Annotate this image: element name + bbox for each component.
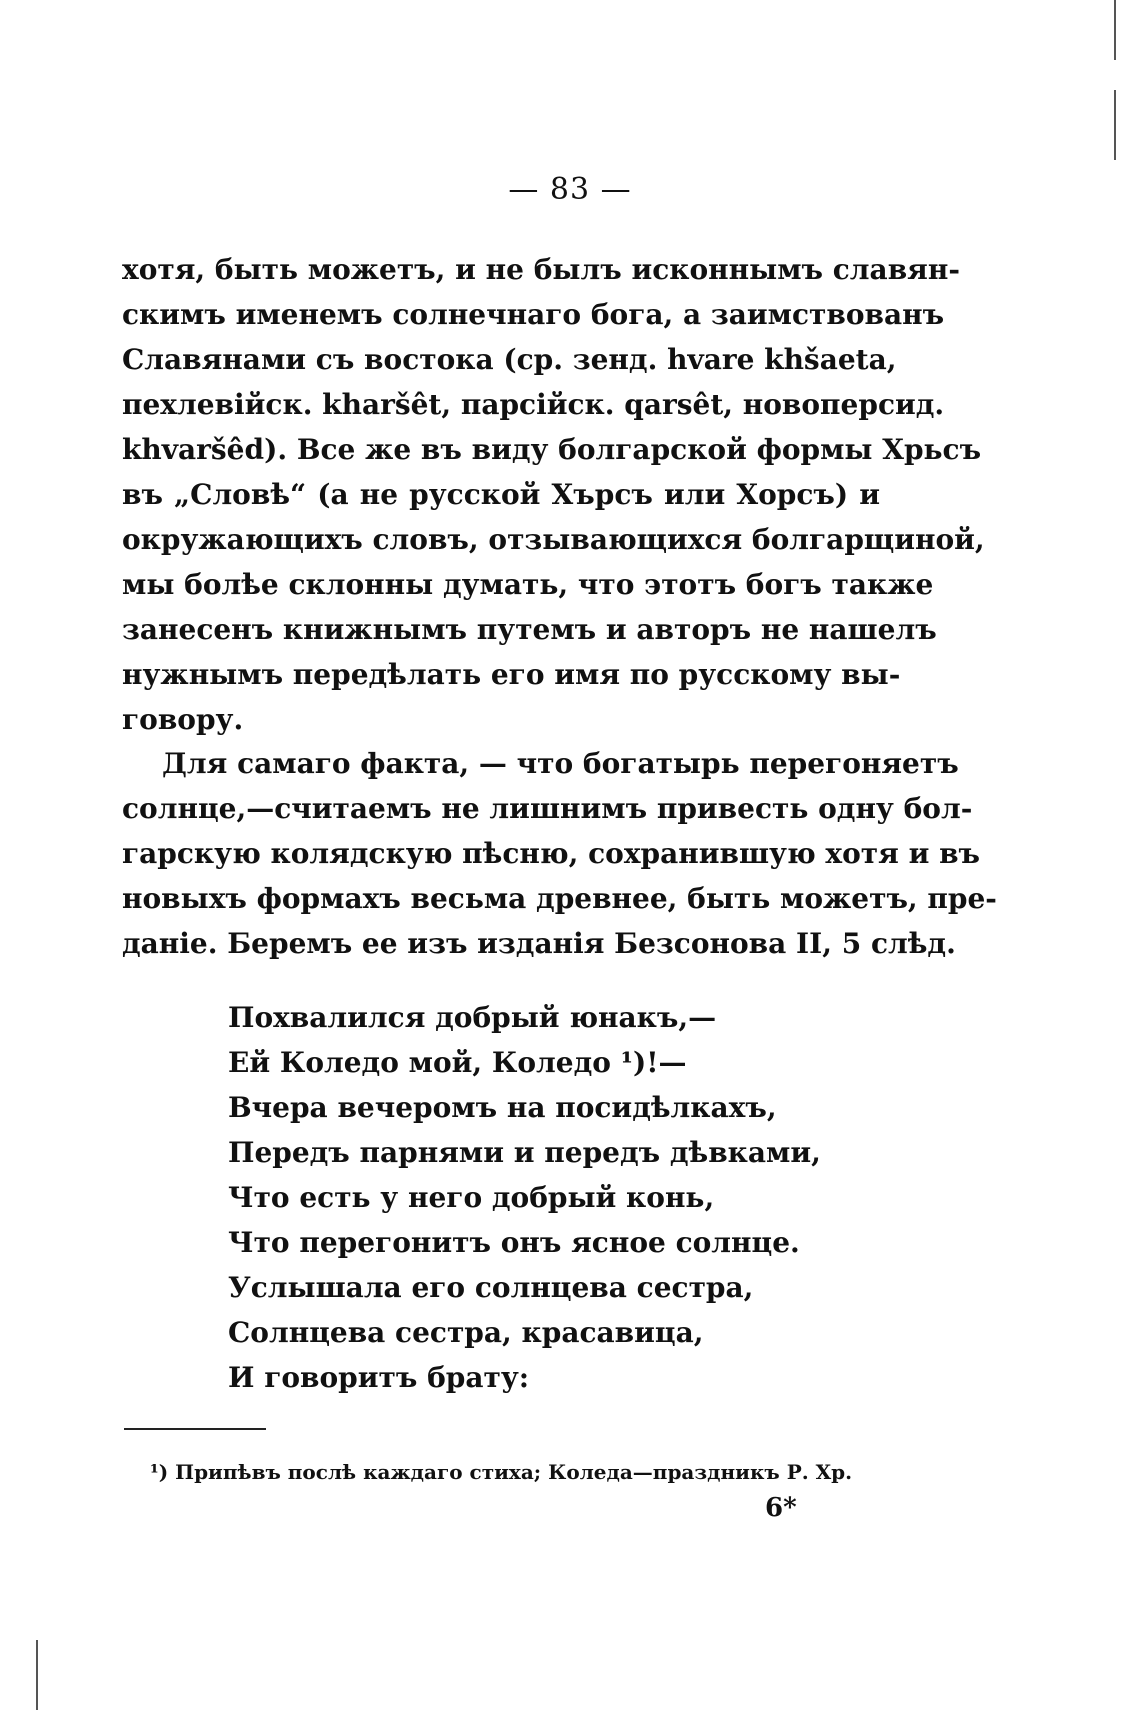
text-line: новыхъ формахъ весьма древнее, быть можетъ, пре-: [122, 882, 997, 915]
scan-margin-mark: [1114, 90, 1116, 160]
signature-mark: 6*: [765, 1493, 797, 1523]
verse-line: Вчера вечеромъ на посидѣлкахъ,: [228, 1091, 777, 1124]
verse-line: Солнцева сестра, красавица,: [228, 1316, 704, 1349]
verse-line: Ей Коледо мой, Коледо ¹)!—: [228, 1046, 687, 1079]
verse-line: Похвалился добрый юнакъ,—: [228, 1001, 717, 1034]
text-line: хотя, быть можетъ, и не былъ исконнымъ славян-: [122, 253, 960, 286]
text-line: нужнымъ передѣлать его имя по русскому вы-: [122, 658, 901, 691]
text-line: мы болѣе склонны думать, что этотъ богъ также: [122, 568, 934, 601]
verse-line: Передъ парнями и передъ дѣвками,: [228, 1136, 821, 1169]
text-line: окружающихъ словъ, отзывающихся болгарщиной,: [122, 523, 985, 556]
paragraph-2: [122, 741, 997, 966]
text-line: въ „Словѣ“ (а не русской Хърсъ или Хорсъ) и: [122, 478, 880, 511]
verse-line: И говоритъ брату:: [228, 1361, 530, 1394]
text-line: khvaršêd). Все же въ виду болгарской формы Хрьсъ: [122, 433, 982, 466]
text-line: гарскую колядскую пѣсню, сохранившую хотя и въ: [122, 837, 981, 870]
verse-line: Что есть у него добрый конь,: [228, 1181, 715, 1214]
text-line: Для самаго факта, — что богатырь перегоняетъ: [162, 747, 959, 780]
footnote-divider: [124, 1428, 266, 1430]
text-line: пехлевійск. kharšêt, парсійск. qarsêt, новоперсид.: [122, 388, 945, 421]
text-line: занесенъ книжнымъ путемъ и авторъ не нашелъ: [122, 613, 937, 646]
scan-margin-mark: [1114, 0, 1116, 60]
verse-line: Услышала его солнцева сестра,: [228, 1271, 754, 1304]
text-line: Славянами съ востока (ср. зенд. hvare khšaeta,: [122, 343, 897, 376]
verse-line: Что перегонитъ онъ ясное солнце.: [228, 1226, 800, 1259]
page-number: — 83 —: [508, 172, 632, 207]
verse-block: [228, 995, 821, 1400]
paragraph-1: [122, 247, 985, 742]
text-line: скимъ именемъ солнечнаго бога, а заимствованъ: [122, 298, 945, 331]
text-line: даніе. Беремъ ее изъ изданія Безсонова II, 5 слѣд.: [122, 927, 956, 960]
text-line: солнце,—считаемъ не лишнимъ привесть одну бол-: [122, 792, 973, 825]
footnote: ¹) Припѣвъ послѣ каждаго стиха; Коледа—праздникъ Р. Хр.: [150, 1460, 853, 1484]
scan-margin-mark: [36, 1640, 38, 1710]
text-line: говору.: [122, 703, 244, 736]
